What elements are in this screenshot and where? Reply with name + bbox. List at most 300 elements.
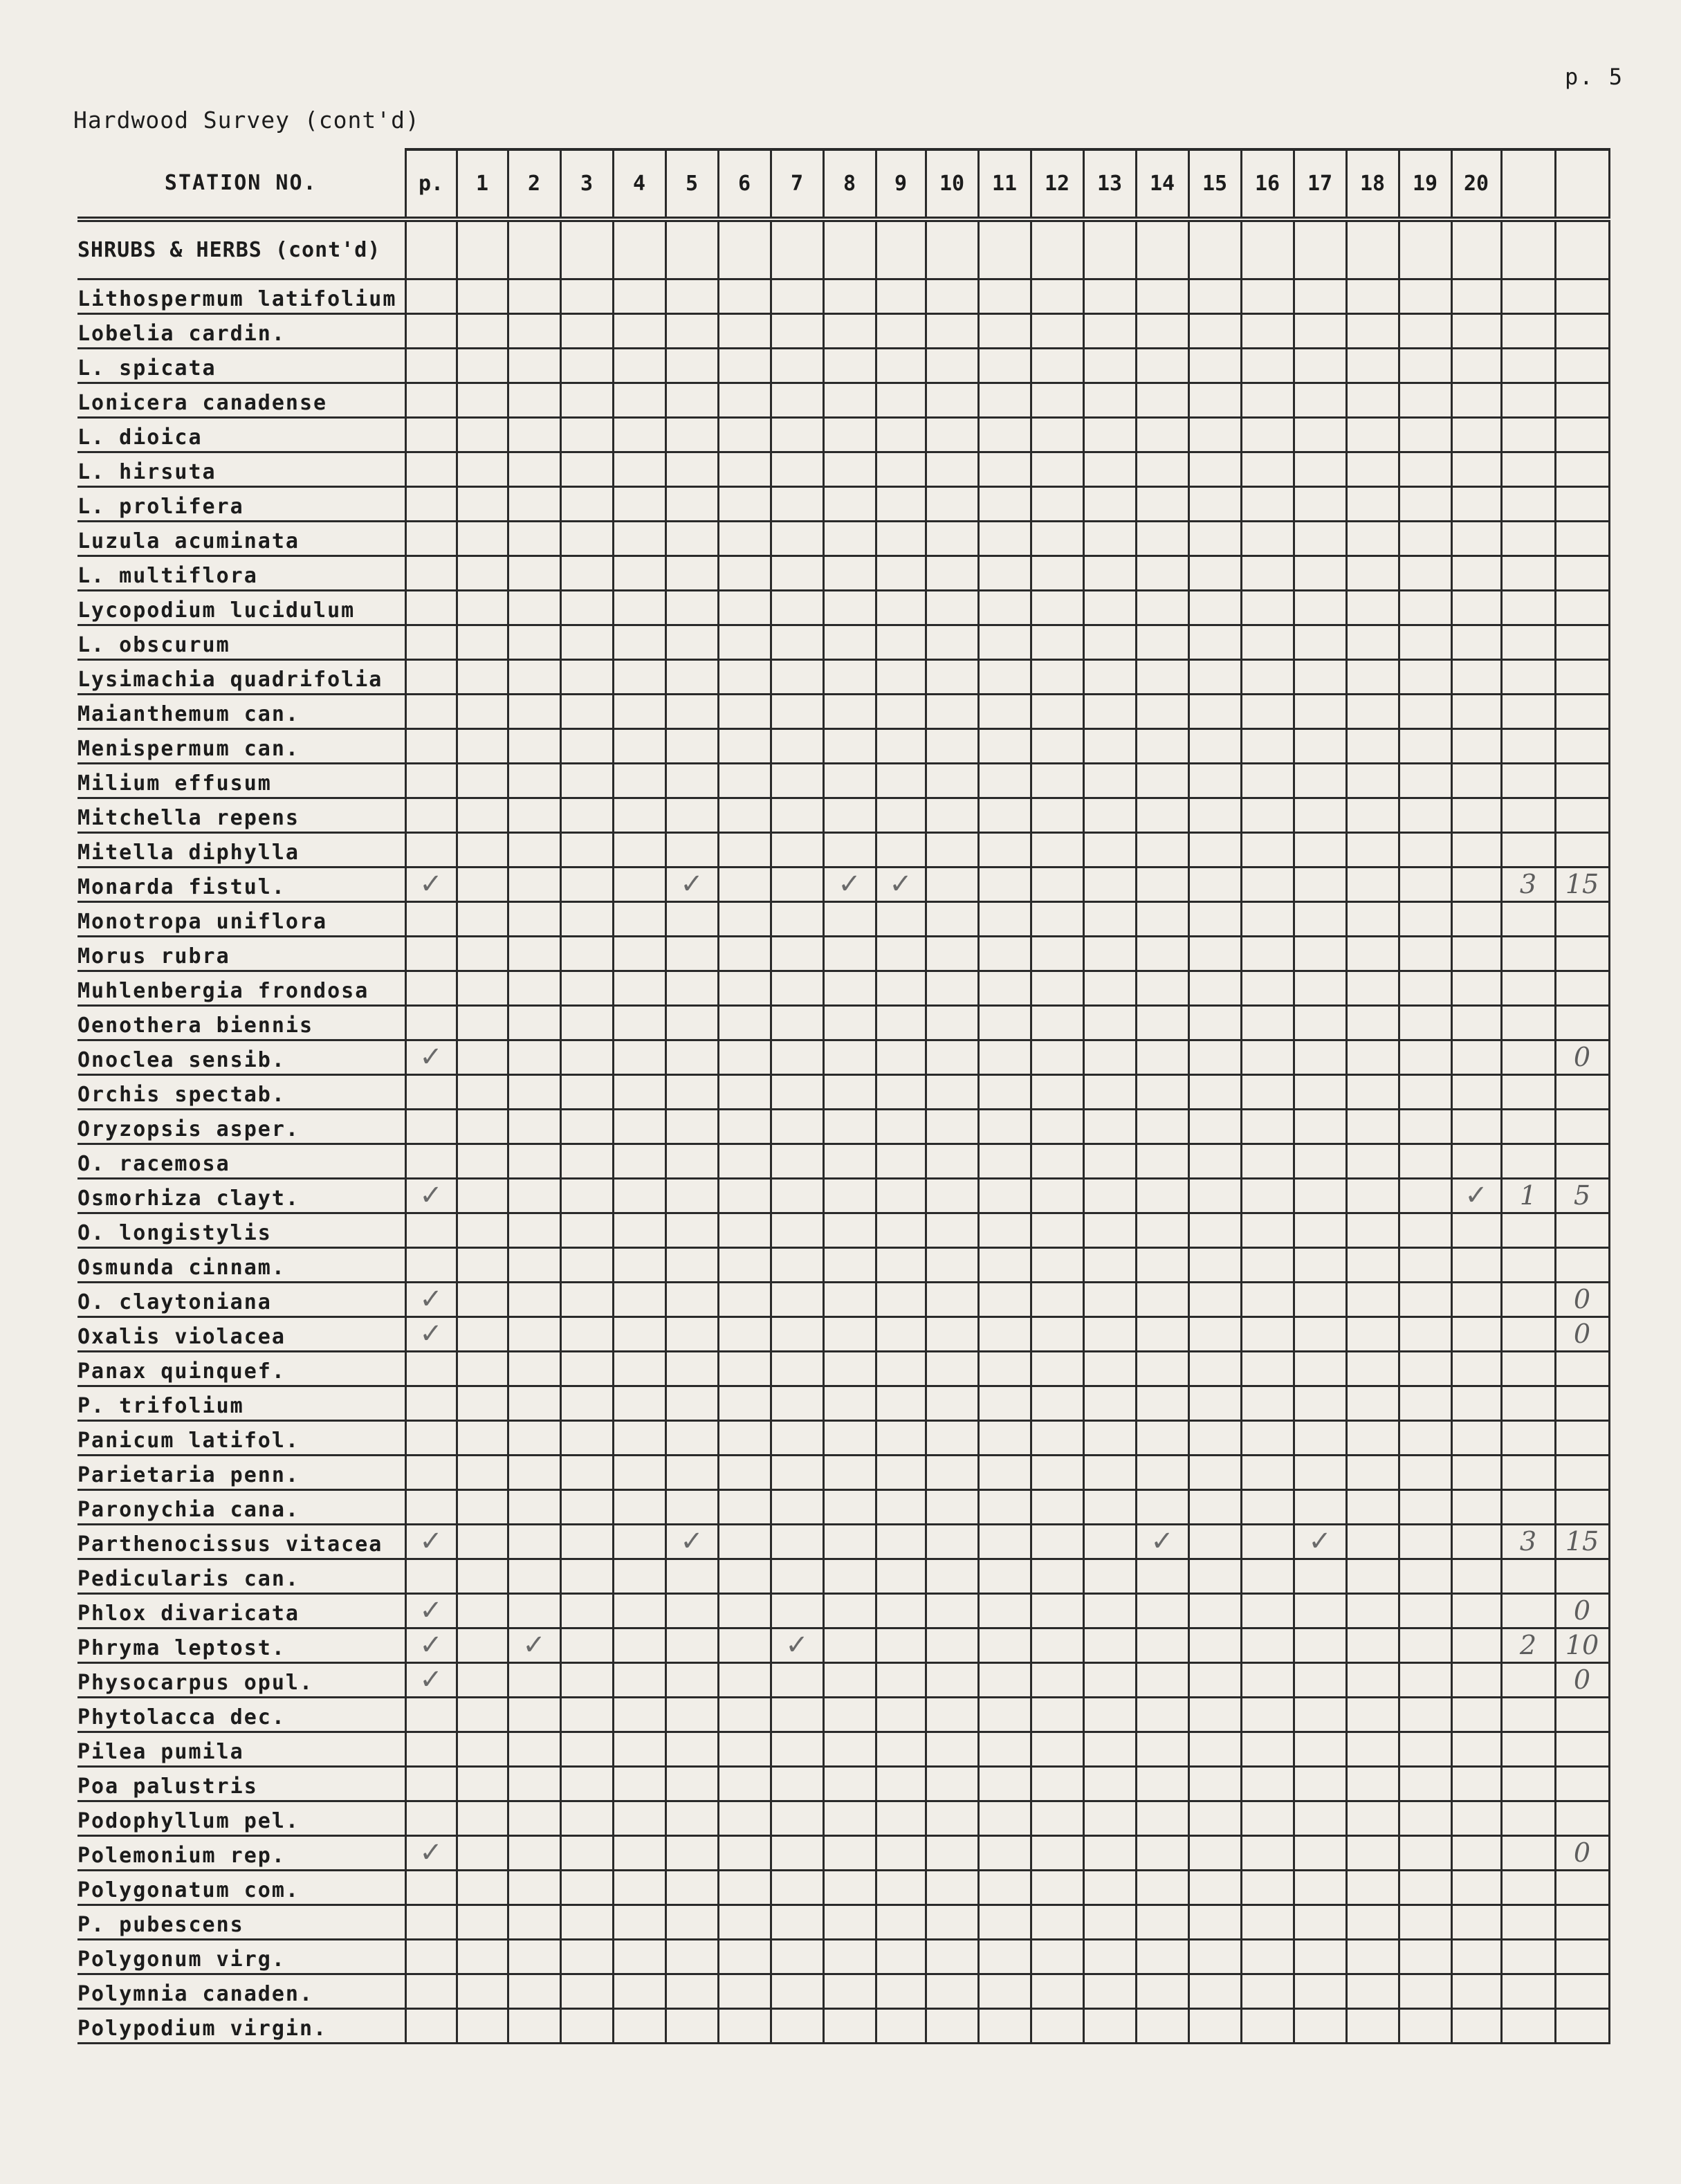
grid-cell — [1555, 590, 1609, 625]
grid-cell — [1188, 1420, 1241, 1455]
grid-cell — [771, 659, 823, 694]
grid-cell — [1346, 279, 1399, 313]
grid-cell — [1188, 1144, 1241, 1178]
grid-cell — [718, 625, 771, 659]
header-row — [77, 149, 1609, 219]
species-name: Osmorhiza clayt. — [77, 1178, 405, 1213]
grid-cell — [613, 1213, 665, 1247]
grid-cell — [823, 521, 876, 556]
grid-cell — [876, 348, 926, 383]
grid-cell — [1501, 1662, 1555, 1697]
check-mark: ✓ — [771, 1628, 823, 1662]
grid-cell — [1501, 1593, 1555, 1628]
grid-cell — [1188, 901, 1241, 936]
species-row — [77, 625, 1609, 659]
grid-cell — [1083, 936, 1136, 971]
grid-cell — [978, 1247, 1031, 1282]
grid-cell — [1241, 348, 1294, 383]
station-col-header — [1555, 149, 1609, 219]
grid-cell — [508, 694, 560, 728]
grid-cell — [1399, 728, 1451, 763]
grid-cell — [718, 971, 771, 1005]
grid-cell — [823, 1178, 876, 1213]
grid-cell — [560, 1801, 613, 1835]
grid-cell — [1451, 279, 1501, 313]
grid-cell — [1188, 832, 1241, 867]
grid-cell — [1083, 1144, 1136, 1178]
grid-cell — [560, 383, 613, 417]
grid-cell — [1241, 1559, 1294, 1593]
grid-cell — [457, 763, 508, 798]
grid-cell — [1501, 1316, 1555, 1351]
station-col-header: 12 — [1031, 149, 1083, 219]
grid-cell — [1241, 1905, 1294, 1939]
grid-cell — [771, 219, 823, 279]
grid-cell — [1294, 1835, 1346, 1870]
grid-cell — [405, 590, 457, 625]
grid-cell — [560, 1455, 613, 1489]
grid-cell — [508, 1974, 560, 2008]
species-row — [77, 1766, 1609, 1801]
grid-cell — [1501, 2008, 1555, 2043]
grid-cell — [1241, 901, 1294, 936]
grid-cell — [1399, 901, 1451, 936]
grid-cell — [560, 901, 613, 936]
grid-cell — [1399, 1524, 1451, 1559]
grid-cell — [1346, 832, 1399, 867]
grid-cell — [1294, 2008, 1346, 2043]
grid-cell — [1399, 1559, 1451, 1593]
grid-cell — [926, 832, 978, 867]
grid-cell — [457, 1109, 508, 1144]
grid-cell — [1346, 1697, 1399, 1732]
grid-cell — [1031, 1213, 1083, 1247]
grid-cell — [665, 1282, 718, 1316]
species-name: Phryma leptost. — [77, 1628, 405, 1662]
grid-cell — [508, 556, 560, 590]
grid-cell — [1346, 1247, 1399, 1282]
check-mark: ✓ — [405, 1524, 457, 1559]
grid-cell — [1451, 1974, 1501, 2008]
grid-cell — [926, 556, 978, 590]
grid-cell — [1188, 971, 1241, 1005]
grid-cell — [457, 1870, 508, 1905]
grid-cell — [613, 452, 665, 486]
grid-cell — [1136, 556, 1188, 590]
grid-cell — [665, 694, 718, 728]
grid-cell — [1188, 417, 1241, 452]
grid-cell — [508, 1040, 560, 1074]
grid-cell — [718, 348, 771, 383]
grid-cell — [1555, 763, 1609, 798]
grid-cell — [1451, 556, 1501, 590]
check-mark: ✓ — [405, 1593, 457, 1628]
grid-cell — [876, 1835, 926, 1870]
grid-cell — [1501, 1870, 1555, 1905]
species-name: L. dioica — [77, 417, 405, 452]
grid-cell — [613, 798, 665, 832]
species-name: L. obscurum — [77, 625, 405, 659]
grid-cell — [926, 1766, 978, 1801]
grid-cell — [876, 2008, 926, 2043]
grid-cell — [1451, 936, 1501, 971]
grid-cell — [876, 1144, 926, 1178]
grid-cell — [1555, 798, 1609, 832]
grid-cell — [508, 1005, 560, 1040]
grid-cell — [457, 798, 508, 832]
grid-cell — [823, 1144, 876, 1178]
grid-cell — [1399, 452, 1451, 486]
grid-cell — [823, 1074, 876, 1109]
species-name: Polygonatum com. — [77, 1870, 405, 1905]
grid-cell — [405, 313, 457, 348]
grid-cell — [1241, 1628, 1294, 1662]
grid-cell — [823, 763, 876, 798]
grid-cell — [508, 590, 560, 625]
grid-cell — [1241, 763, 1294, 798]
grid-cell — [1501, 1213, 1555, 1247]
grid-cell — [1083, 1524, 1136, 1559]
grid-cell — [457, 1801, 508, 1835]
station-col-header: 3 — [560, 149, 613, 219]
grid-cell — [1031, 1835, 1083, 1870]
grid-cell — [613, 1144, 665, 1178]
grid-cell — [1501, 625, 1555, 659]
grid-cell — [823, 1351, 876, 1386]
grid-cell — [405, 1420, 457, 1455]
grid-cell — [1031, 417, 1083, 452]
grid-cell — [1136, 219, 1188, 279]
grid-cell — [1136, 348, 1188, 383]
grid-cell — [823, 383, 876, 417]
grid-cell — [665, 1386, 718, 1420]
grid-cell — [1451, 1835, 1501, 1870]
grid-cell — [771, 1939, 823, 1974]
grid-cell — [1136, 728, 1188, 763]
grid-cell — [1241, 1386, 1294, 1420]
grid-cell — [1294, 486, 1346, 521]
grid-cell — [508, 383, 560, 417]
grid-cell — [1346, 1005, 1399, 1040]
grid-cell — [405, 1801, 457, 1835]
grid-cell — [1451, 1386, 1501, 1420]
grid-cell — [876, 1732, 926, 1766]
grid-cell — [1501, 971, 1555, 1005]
grid-cell — [1136, 1732, 1188, 1766]
grid-cell — [718, 279, 771, 313]
grid-cell — [926, 728, 978, 763]
grid-cell — [1555, 1559, 1609, 1593]
species-row — [77, 694, 1609, 728]
grid-cell — [1451, 694, 1501, 728]
grid-cell — [771, 383, 823, 417]
station-col-header: 7 — [771, 149, 823, 219]
grid-cell — [718, 219, 771, 279]
grid-cell — [823, 936, 876, 971]
grid-cell — [560, 1247, 613, 1282]
station-col-header: 18 — [1346, 149, 1399, 219]
grid-cell — [1294, 1351, 1346, 1386]
grid-cell — [613, 936, 665, 971]
grid-cell — [613, 1628, 665, 1662]
grid-cell — [457, 728, 508, 763]
grid-cell — [1501, 348, 1555, 383]
grid-cell — [1501, 694, 1555, 728]
grid-cell — [718, 1939, 771, 1974]
grid-cell — [1083, 1351, 1136, 1386]
grid-cell — [508, 279, 560, 313]
grid-cell — [718, 417, 771, 452]
species-name: Mitchella repens — [77, 798, 405, 832]
grid-cell — [876, 798, 926, 832]
grid-cell — [508, 1697, 560, 1732]
grid-cell — [1188, 1351, 1241, 1386]
grid-cell — [508, 348, 560, 383]
grid-cell — [823, 2008, 876, 2043]
grid-cell — [457, 219, 508, 279]
grid-cell — [560, 1074, 613, 1109]
grid-cell — [1294, 1593, 1346, 1628]
species-row — [77, 1835, 1609, 1870]
grid-cell — [1136, 1870, 1188, 1905]
grid-cell — [1555, 219, 1609, 279]
grid-cell — [1136, 1662, 1188, 1697]
grid-cell — [1188, 1801, 1241, 1835]
grid-cell — [508, 1662, 560, 1697]
grid-cell — [665, 1178, 718, 1213]
species-name: Lithospermum latifolium — [77, 279, 405, 313]
grid-cell — [978, 1040, 1031, 1074]
species-name: Milium effusum — [77, 763, 405, 798]
grid-cell — [1188, 798, 1241, 832]
grid-cell — [823, 1801, 876, 1835]
grid-cell — [718, 1247, 771, 1282]
grid-cell — [1241, 313, 1294, 348]
grid-cell — [405, 1559, 457, 1593]
species-row — [77, 1351, 1609, 1386]
grid-cell — [926, 625, 978, 659]
grid-cell — [665, 219, 718, 279]
grid-cell — [1188, 1386, 1241, 1420]
grid-cell — [1241, 728, 1294, 763]
species-row — [77, 1939, 1609, 1974]
grid-cell — [508, 1316, 560, 1351]
grid-cell — [1501, 1420, 1555, 1455]
grid-cell — [560, 1870, 613, 1905]
grid-cell — [1241, 1144, 1294, 1178]
grid-cell — [1083, 728, 1136, 763]
grid-cell — [1399, 1420, 1451, 1455]
grid-cell — [1346, 1420, 1399, 1455]
grid-cell — [613, 1939, 665, 1974]
grid-cell — [876, 1593, 926, 1628]
grid-cell — [823, 1732, 876, 1766]
grid-cell — [1294, 659, 1346, 694]
grid-cell — [560, 452, 613, 486]
grid-cell — [1188, 694, 1241, 728]
species-row — [77, 1662, 1609, 1697]
grid-cell — [613, 1559, 665, 1593]
species-row — [77, 1524, 1609, 1559]
grid-cell — [560, 798, 613, 832]
species-row — [77, 832, 1609, 867]
grid-cell — [613, 694, 665, 728]
grid-cell — [876, 625, 926, 659]
grid-cell — [1031, 521, 1083, 556]
grid-cell — [1031, 936, 1083, 971]
grid-cell — [1188, 1939, 1241, 1974]
grid-cell — [1399, 383, 1451, 417]
grid-cell — [1294, 728, 1346, 763]
grid-cell — [718, 1109, 771, 1144]
grid-cell — [665, 1420, 718, 1455]
grid-cell — [718, 798, 771, 832]
grid-cell — [1241, 1974, 1294, 2008]
grid-cell — [978, 1628, 1031, 1662]
handwritten-value: 5 — [1555, 1178, 1609, 1213]
grid-cell — [718, 486, 771, 521]
grid-cell — [926, 1386, 978, 1420]
grid-cell — [665, 625, 718, 659]
grid-cell — [1399, 1766, 1451, 1801]
grid-cell — [457, 313, 508, 348]
grid-cell — [665, 2008, 718, 2043]
grid-cell — [457, 867, 508, 901]
grid-cell — [823, 659, 876, 694]
grid-cell — [1346, 728, 1399, 763]
grid-cell — [1136, 1282, 1188, 1316]
station-col-header — [1501, 149, 1555, 219]
grid-cell — [978, 798, 1031, 832]
grid-cell — [405, 1905, 457, 1939]
grid-cell — [665, 1662, 718, 1697]
grid-cell — [613, 521, 665, 556]
species-row — [77, 1144, 1609, 1178]
grid-cell — [1241, 1662, 1294, 1697]
species-row — [77, 486, 1609, 521]
grid-cell — [1451, 1662, 1501, 1697]
grid-cell — [457, 1905, 508, 1939]
grid-cell — [1188, 728, 1241, 763]
species-row — [77, 417, 1609, 452]
check-mark: ✓ — [405, 1662, 457, 1697]
grid-cell — [771, 901, 823, 936]
grid-cell — [1136, 313, 1188, 348]
grid-cell — [1399, 1732, 1451, 1766]
grid-cell — [1188, 486, 1241, 521]
grid-cell — [978, 625, 1031, 659]
grid-cell — [926, 1213, 978, 1247]
grid-cell — [876, 1628, 926, 1662]
grid-cell — [1188, 1040, 1241, 1074]
grid-cell — [665, 936, 718, 971]
species-name: Paronychia cana. — [77, 1489, 405, 1524]
grid-cell — [1083, 1040, 1136, 1074]
species-row — [77, 1386, 1609, 1420]
grid-cell — [457, 1386, 508, 1420]
grid-cell — [978, 1524, 1031, 1559]
grid-cell — [771, 1386, 823, 1420]
grid-cell — [1031, 1801, 1083, 1835]
grid-cell — [560, 659, 613, 694]
grid-cell — [1501, 1005, 1555, 1040]
grid-cell — [1451, 832, 1501, 867]
grid-cell — [560, 1974, 613, 2008]
species-row — [77, 1005, 1609, 1040]
grid-cell — [1188, 348, 1241, 383]
grid-cell — [508, 1386, 560, 1420]
grid-cell — [1083, 1905, 1136, 1939]
grid-cell — [1241, 2008, 1294, 2043]
grid-cell — [1555, 417, 1609, 452]
grid-cell — [1346, 1524, 1399, 1559]
grid-cell — [560, 1386, 613, 1420]
grid-cell — [926, 1801, 978, 1835]
grid-cell — [718, 2008, 771, 2043]
grid-cell — [457, 1282, 508, 1316]
grid-cell — [1555, 1420, 1609, 1455]
grid-cell — [823, 1040, 876, 1074]
grid-cell — [405, 1213, 457, 1247]
grid-cell — [1031, 1732, 1083, 1766]
grid-cell — [978, 1593, 1031, 1628]
grid-cell — [1399, 2008, 1451, 2043]
grid-cell — [978, 832, 1031, 867]
grid-cell — [926, 1524, 978, 1559]
grid-cell — [1555, 452, 1609, 486]
grid-cell — [718, 1628, 771, 1662]
grid-cell — [1399, 832, 1451, 867]
grid-cell — [1083, 1974, 1136, 2008]
grid-cell — [1501, 1455, 1555, 1489]
grid-cell — [876, 1386, 926, 1420]
grid-cell — [665, 383, 718, 417]
grid-cell — [1136, 1939, 1188, 1974]
grid-cell — [1346, 1662, 1399, 1697]
grid-cell — [1501, 1351, 1555, 1386]
species-name: Oryzopsis asper. — [77, 1109, 405, 1144]
grid-cell — [1451, 1593, 1501, 1628]
grid-cell — [1241, 417, 1294, 452]
grid-cell — [1294, 556, 1346, 590]
grid-cell — [1399, 556, 1451, 590]
grid-cell — [1555, 1144, 1609, 1178]
grid-cell — [665, 971, 718, 1005]
grid-cell — [771, 1109, 823, 1144]
grid-cell — [876, 1697, 926, 1732]
grid-cell — [1501, 936, 1555, 971]
grid-cell — [1031, 901, 1083, 936]
grid-cell — [1083, 1766, 1136, 1801]
grid-cell — [876, 1559, 926, 1593]
grid-cell — [1451, 728, 1501, 763]
grid-cell — [771, 625, 823, 659]
grid-cell — [613, 383, 665, 417]
grid-cell — [457, 590, 508, 625]
grid-cell — [457, 279, 508, 313]
grid-cell — [1136, 1835, 1188, 1870]
grid-cell — [771, 1420, 823, 1455]
grid-cell — [823, 348, 876, 383]
grid-cell — [1501, 521, 1555, 556]
grid-cell — [1083, 1109, 1136, 1144]
grid-cell — [1501, 1732, 1555, 1766]
species-name: Pilea pumila — [77, 1732, 405, 1766]
grid-cell — [1241, 1247, 1294, 1282]
species-name: Lycopodium lucidulum — [77, 590, 405, 625]
grid-cell — [613, 1974, 665, 2008]
grid-cell — [1501, 313, 1555, 348]
